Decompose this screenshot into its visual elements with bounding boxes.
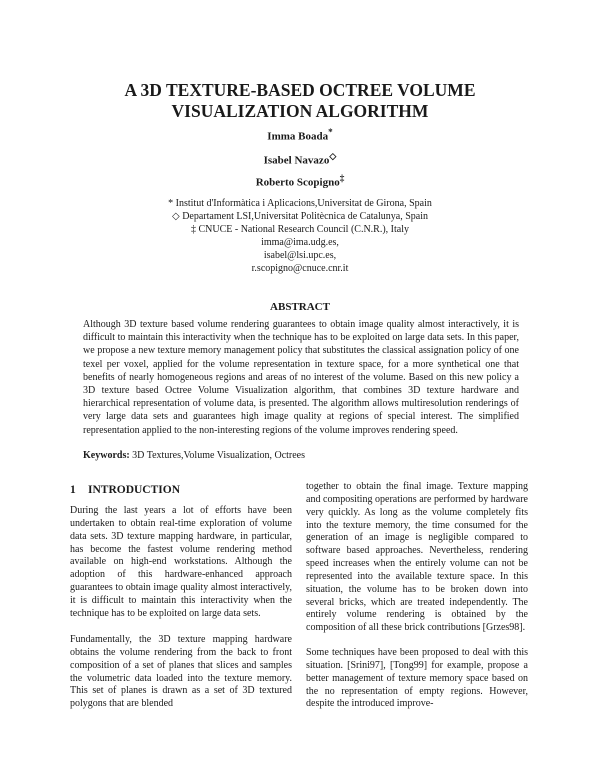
- email-2: isabel@lsi.upc.es,: [263, 250, 337, 261]
- author-3: Roberto Scopigno‡: [255, 173, 345, 189]
- title-line-2: VISUALIZATION ALGORITHM: [171, 101, 429, 121]
- email-1: imma@ima.udg.es,: [261, 237, 339, 248]
- intro-paragraph-3: together to obtain the final image. Texture mapping and compositing operations are performed by hardware very quickly. As long as the volume completely fits into the texture memory, the time consumed for the generation of an image is negligible compared to software based approaches. Nevertheless, rendering speed increases when the entirely volume can not be represented into the available texture space. In this situation, the volume has to be broken down into several bricks, which are treated independently. The entirely volume rendering is obtained by the composition of all these brick contributions [Grzes98].: [306, 481, 528, 634]
- intro-paragraph-1: During the last years a lot of efforts have been undertaken to obtain real-time exploration of volume data sets. 3D texture mapping hardware, in particular, has become the fastest volume rendering method available on high-end workstations. Although the adoption of this hardware-enhanced approach guarantees to obtain image quality almost interactively, it is difficult to maintain this interactivity when the technique has to be exploited on large data sets.: [70, 505, 292, 619]
- keywords: [83, 450, 519, 461]
- author-2: Isabel Navazo◇: [263, 151, 337, 167]
- intro-paragraph-4: Some techniques have been proposed to deal with this situation. [Srini97], [Tong99] for example, propose a better management of texture memory space based on the no representation of empty regions. However, despite the introduced improve-: [306, 647, 528, 710]
- keywords-text: 3D Textures,Volume Visualization, Octrees: [132, 450, 306, 461]
- section-number: 1: [70, 484, 76, 496]
- affiliation-2: ◇ Departament LSI,Universitat Politècnica de Catalunya, Spain: [172, 211, 428, 222]
- email-3: r.scopigno@cnuce.cnr.it: [251, 263, 349, 274]
- affiliation-3: ‡ CNUCE - National Research Council (C.N.R.), Italy: [190, 224, 409, 235]
- abstract-text: Although 3D texture based volume rendering guarantees to obtain image quality almost interactively, it is difficult to maintain this interactivity when the technique has to be exploited on large data sets. In this paper, we propose a new texture memory management policy that substitutes the classical assignation policy of one texel per voxel, applied for the volume representation in texture space, for a more synthetical one that benefits of nearly homogeneous regions and areas of no interest of the volume. Based on this new policy a 3D texture based Octree Volume Visualization algorithm, that combines 3D texture hardware and hierarchical representation of volume data, is presented. The algorithm allows multiresolution renderings of very large data sets and guarantees high image quality at regions of special interest. The simplified representation applied to the non-interesting regions of the volume improves rendering speed.: [83, 319, 519, 436]
- intro-paragraph-2: Fundamentally, the 3D texture mapping hardware obtains the volume rendering from the back to front composition of a set of planes that slices and samples the volumetric data loaded into the texture memory. This set of planes is drawn as a set of 3D textured polygons that are blended: [70, 634, 292, 710]
- keywords-label: Keywords:: [83, 450, 130, 461]
- paper-title: [40, 80, 560, 122]
- section-heading: [70, 484, 290, 496]
- author-1: Imma Boada*: [267, 127, 333, 143]
- abstract-heading: ABSTRACT: [270, 301, 330, 313]
- affiliation-1: * Institut d'Informàtica i Aplicacions,Universitat de Girona, Spain: [168, 198, 432, 209]
- section-title: INTRODUCTION: [88, 484, 181, 496]
- title-line-1: A 3D TEXTURE-BASED OCTREE VOLUME: [124, 80, 476, 100]
